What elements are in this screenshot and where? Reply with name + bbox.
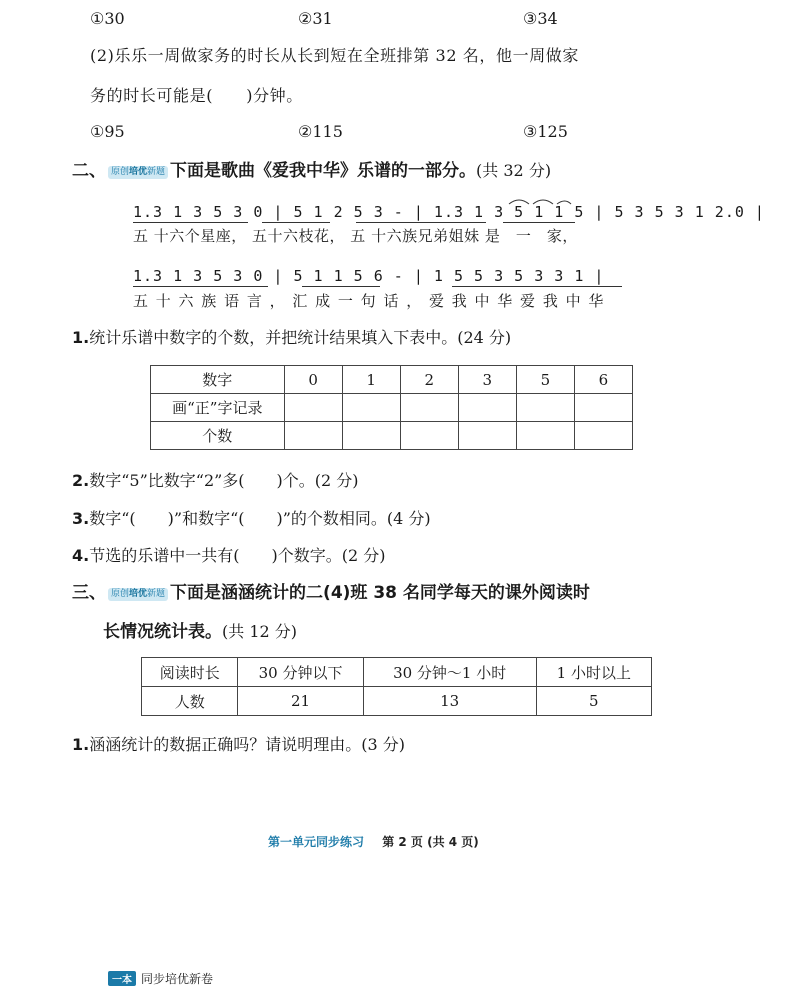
score-row2-notes: 1.3 1 3 5 3 0 | 5 1 1 5 6 - | 1 5 5 3 5 3 3 1 | [133, 267, 605, 285]
answer-cell[interactable] [516, 422, 574, 450]
underline [356, 222, 486, 223]
answer-cell[interactable] [342, 394, 400, 422]
q1-option-3: ③34 [523, 9, 558, 28]
table-row-label: 画“正”字记录 [151, 394, 285, 422]
q2-option-1: ①95 [90, 122, 125, 141]
subq3-text: 数字“( )”和数字“( )”的个数相同。(4 分) [89, 509, 431, 528]
q2-line2: 务的时长可能是( )分钟。 [90, 86, 303, 105]
underline [503, 222, 575, 223]
q2-line1: (2)乐乐一周做家务的时长从长到短在全班排第 32 名，他一周做家 [90, 46, 579, 65]
table-row-label: 个数 [151, 422, 285, 450]
answer-cell[interactable] [574, 422, 632, 450]
underline [133, 286, 268, 287]
underline [302, 286, 380, 287]
table-cell: 21 [238, 687, 363, 716]
section3-heading-cont [103, 621, 297, 643]
table-row [151, 394, 633, 422]
table-header-cell: 3 [458, 366, 516, 394]
answer-cell[interactable] [284, 422, 342, 450]
section3-number: 三、 [72, 583, 106, 603]
underline [133, 222, 248, 223]
subq4 [72, 545, 385, 567]
brand-name: 同步培优新卷 [141, 972, 214, 986]
answer-cell[interactable] [574, 394, 632, 422]
table-header-cell: 2 [400, 366, 458, 394]
q2-option-2: ②115 [298, 122, 343, 141]
q1-option-2: ②31 [298, 9, 333, 28]
section2-title: 下面是歌曲《爱我中华》乐谱的一部分。 [170, 161, 477, 181]
section3-heading [72, 582, 590, 604]
table-header-cell: 6 [574, 366, 632, 394]
section3-badge: 原创培优新题 [108, 588, 168, 601]
q1-option-1: ①30 [90, 9, 125, 28]
answer-cell[interactable] [342, 422, 400, 450]
table-cell: 13 [363, 687, 536, 716]
section2-badge: 原创培优新题 [108, 166, 168, 179]
subq4-number: 4. [72, 546, 90, 565]
score-row1-notes: 1.3 1 3 5 3 0 | 5 1 2 5 3 - | 1.3 1 3 5 1 1 5 | 5 3 5 3 1 2.0 | [133, 203, 765, 221]
table-header-cell: 5 [516, 366, 574, 394]
table-header-cell: 0 [284, 366, 342, 394]
section3-points: (共 12 分) [222, 622, 298, 641]
reading-time-table [141, 657, 652, 716]
answer-cell[interactable] [516, 394, 574, 422]
answer-cell[interactable] [400, 394, 458, 422]
section2-heading [72, 160, 551, 182]
answer-cell[interactable] [284, 394, 342, 422]
underline [452, 286, 622, 287]
table-row [142, 687, 652, 716]
table-row [151, 366, 633, 394]
section3-title: 下面是涵涵统计的二(4)班 38 名同学每天的课外阅读时 [170, 583, 590, 603]
subq1 [72, 327, 511, 349]
score-row2-lyrics: 五 十 六 族 语 言 ， 汇 成 一 句 话 ， 爱 我 中 华 爱 我 中 华 [133, 292, 605, 310]
page-footer [268, 833, 479, 850]
table-header-cell: 1 小时以上 [536, 658, 651, 687]
table-header-cell: 数字 [151, 366, 285, 394]
sub3-q1-number: 1. [72, 735, 90, 754]
subq2 [72, 470, 359, 492]
subq2-number: 2. [72, 471, 90, 490]
table-header-cell: 1 [342, 366, 400, 394]
digit-count-table [150, 365, 633, 450]
sub3-q1-text: 涵涵统计的数据正确吗？请说明理由。(3 分) [89, 735, 405, 754]
answer-cell[interactable] [458, 394, 516, 422]
table-row [142, 658, 652, 687]
subq1-number: 1. [72, 328, 90, 347]
score-row1-lyrics: 五 十六个星座， 五十六枝花， 五 十六族兄弟姐妹 是 一 家， [133, 227, 578, 245]
table-header-cell: 30 分钟以下 [238, 658, 363, 687]
subq2-text: 数字“5”比数字“2”多( )个。(2 分) [89, 471, 359, 490]
section3-title2: 长情况统计表。 [103, 622, 222, 642]
answer-cell[interactable] [400, 422, 458, 450]
table-header-cell: 阅读时长 [142, 658, 238, 687]
q2-option-3: ③125 [523, 122, 568, 141]
brand-logo: 一本 [108, 971, 136, 986]
table-cell: 5 [536, 687, 651, 716]
answer-cell[interactable] [458, 422, 516, 450]
subq3 [72, 508, 431, 530]
subq3-number: 3. [72, 509, 90, 528]
sub3-q1 [72, 734, 405, 756]
underline [262, 222, 330, 223]
footer-unit: 第一单元同步练习 [268, 835, 365, 849]
subq1-text: 统计乐谱中数字的个数，并把统计结果填入下表中。(24 分) [89, 328, 512, 347]
subq4-text: 节选的乐谱中一共有( )个数字。(2 分) [89, 546, 386, 565]
table-header-cell: 30 分钟～1 小时 [363, 658, 536, 687]
footer-page: 第 2 页 (共 4 页) [382, 835, 479, 849]
table-row-label: 人数 [142, 687, 238, 716]
section2-points: (共 32 分) [476, 161, 552, 180]
brand [108, 970, 213, 987]
table-row [151, 422, 633, 450]
section2-number: 二、 [72, 161, 106, 181]
